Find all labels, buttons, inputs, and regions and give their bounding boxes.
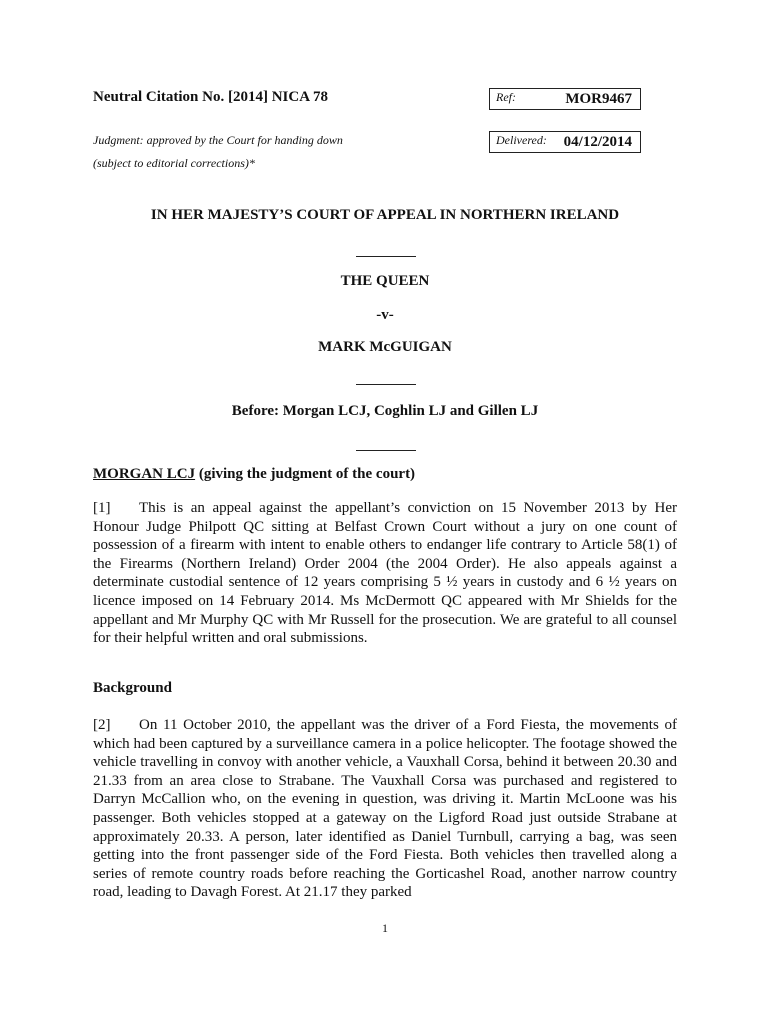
party-crown: THE QUEEN	[340, 273, 430, 289]
delivered-label: Delivered:	[496, 133, 547, 147]
reference-box	[489, 88, 641, 110]
divider	[356, 450, 416, 451]
bench-line: Before: Morgan LCJ, Coghlin LJ and Gillen LJ	[231, 403, 539, 419]
judgment-heading-suffix: (giving the judgment of the court)	[195, 466, 416, 482]
approval-note: Judgment: approved by the Court for handing down	[93, 133, 343, 147]
page-number: 1	[382, 921, 388, 935]
ref-value: MOR9467	[565, 91, 632, 107]
divider	[356, 256, 416, 257]
paragraph	[93, 716, 677, 902]
section-heading: Background	[93, 680, 172, 696]
party-defendant: MARK McGUIGAN	[318, 339, 452, 355]
paragraph-text: On 11 October 2010, the appellant was the driver of a Ford Fiesta, the movements of which had been captured by a surveillance camera in a police helicopter. The footage showed the vehicle travelling in convoy with another vehicle, a Vauxhall Corsa, behind it between 20.30 and 21.33 from an area close to Strabane. The Vauxhall Corsa was purchased and registered to Darryn McCallion who, on the evening in question, was driving it. Martin McLoone was his passenger. Both vehicles stopped at a gateway on the Ligford Road just outside Strabane at approximately 20.33. A person, later identified as Daniel Turnbull, carrying a bag, was seen getting into the front passenger side of the Ford Fiesta. Both vehicles then travelled along a series of remote country roads before reaching the Gorticashel Road, another narrow country road, leading to Davagh Forest. At 21.17 they parked	[93, 717, 677, 901]
court-title: IN HER MAJESTY’S COURT OF APPEAL IN NORTHERN IRELAND	[150, 207, 620, 223]
delivered-value: 04/12/2014	[563, 134, 632, 150]
divider	[356, 384, 416, 385]
editorial-note: (subject to editorial corrections)*	[93, 156, 255, 170]
versus-label: -v-	[376, 307, 394, 323]
neutral-citation: Neutral Citation No. [2014] NICA 78	[93, 89, 328, 105]
delivered-box	[489, 131, 641, 153]
paragraph-number: [2]	[93, 717, 111, 733]
paragraph-text: This is an appeal against the appellant’s conviction on 15 November 2013 by Her Honour Judge Philpott QC sitting at Belfast Crown Court without a jury on one count of possession of a firearm with intent to enable others to endanger life contrary to Article 58(1) of the Firearms (Northern Ireland) Order 2004 (the 2004 Order). He also appeals against a determinate custodial sentence of 12 years comprising 5 ½ years in custody and 6 ½ years on licence imposed on 14 February 2014. Ms McDermott QC appeared with Mr Shields for the appellant and Mr Murphy QC with Mr Russell for the prosecution. We are grateful to all counsel for their helpful written and oral submissions.	[93, 500, 677, 647]
paragraph	[93, 499, 677, 648]
paragraph-number: [1]	[93, 500, 111, 516]
judge-name: MORGAN LCJ	[93, 466, 196, 482]
ref-label: Ref:	[496, 90, 516, 104]
judgment-heading	[93, 466, 415, 483]
